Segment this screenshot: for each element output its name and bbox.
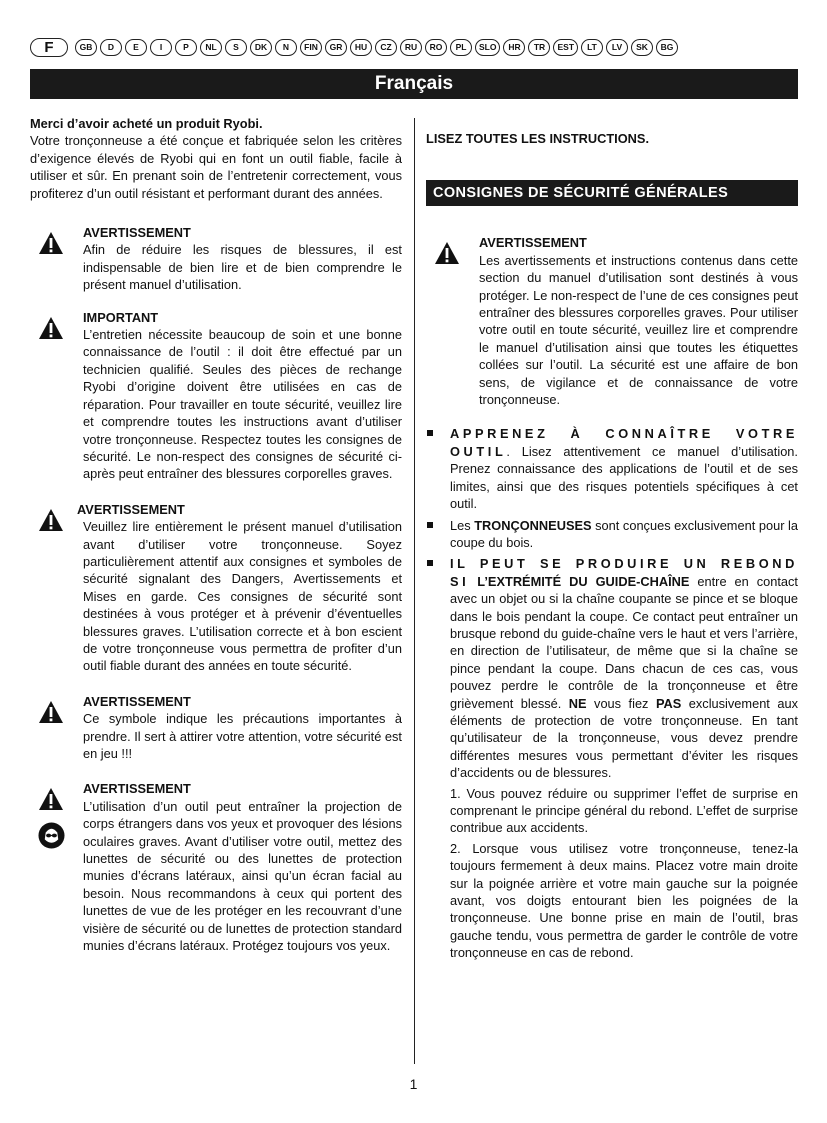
page-title: Français — [30, 69, 798, 99]
warning-block — [30, 224, 402, 294]
language-tabs — [30, 38, 798, 56]
bullet-emphasis-ne: NE — [568, 695, 587, 711]
warning-heading: AVERTISSEMENT — [83, 781, 191, 797]
left-column — [30, 115, 402, 954]
sub-point: 2. Lorsque vous utilisez votre tronçonneuse, tenez-la toujours fermement à deux mains. Placez votre main droite sur la poignée arrière et votre main gauche sur la poignée avant, vos doigts entourant bien les poignées de la tronçonneuse. Une bonne prise en main de l’outil, bras gauche tendu, vous permettra de garder le contrôle de votre tronçonneuse en cas de rebond. — [450, 840, 798, 961]
bullet-emphasis-pas: PAS — [655, 695, 682, 711]
bullet-heading: IL PEUT SE PRODUIRE UN REBOND SI — [450, 556, 798, 589]
warning-block — [30, 501, 402, 675]
language-tab[interactable]: I — [150, 39, 172, 56]
warning-triangle-icon — [38, 700, 64, 724]
language-tab[interactable]: D — [100, 39, 122, 56]
warning-heading: AVERTISSEMENT — [77, 501, 185, 517]
bullet-heading-cont: L’EXTRÉMITÉ DU GUIDE-CHAÎNE — [477, 573, 690, 589]
language-tab[interactable]: LT — [581, 39, 603, 56]
language-tab-active[interactable]: F — [30, 38, 68, 57]
language-tab[interactable]: GB — [75, 39, 97, 56]
warning-text: Les avertissements et instructions contenus dans cette section du manuel d’utilisation sont destinés à vous protéger. Le non-respect de l’une de ces consignes peut entraîner des blessures corporelles graves. Pour utiliser votre outil en toute sécurité, veuillez lire et comprendre le manuel d’utilisation ainsi que toutes les étiquettes collées sur l’outil. La sécurité est une affaire de bon sens, de vigilance et de connaissance de votre tronçonneuse. — [479, 252, 798, 408]
column-divider — [414, 118, 415, 1064]
warning-triangle-icon — [38, 787, 64, 811]
bullet-heading: APPRENEZ À CONNAÎTRE VOTRE OUTIL — [450, 426, 798, 459]
language-tab[interactable]: HU — [350, 39, 372, 56]
language-tab[interactable]: TR — [528, 39, 550, 56]
bullet-bold-term: TRONÇONNEUSES — [474, 517, 592, 533]
warning-text: Afin de réduire les risques de blessures, il est indispensable de bien lire et de bien comprendre le présent manuel d’utilisation. — [83, 242, 402, 293]
important-heading: IMPORTANT — [83, 309, 159, 325]
eye-protection-icon — [38, 822, 65, 849]
bullet-square — [427, 430, 433, 436]
language-tab[interactable]: BG — [656, 39, 678, 56]
important-block — [30, 309, 402, 483]
language-tab[interactable]: S — [225, 39, 247, 56]
bullet-text-cont: exclusivement aux éléments de protection de votre tronçonneuse. En tant qu’utilisateur de la tronçonneuse, vous devez prendre différentes mesures vous permettant d’éviter les risques d’accidents ou de blessures. — [450, 695, 798, 781]
warning-triangle-icon — [38, 508, 64, 532]
language-tab[interactable]: GR — [325, 39, 347, 56]
bullet-square — [427, 522, 433, 528]
sub-point: 1. Vous pouvez réduire ou supprimer l’effet de surprise en comprenant le principe général du rebond. L’effet de surprise contribue aux accidents. — [450, 785, 798, 836]
warning-heading: AVERTISSEMENT — [83, 225, 191, 241]
page-number: 1 — [409, 1076, 418, 1092]
language-tab[interactable]: CZ — [375, 39, 397, 56]
language-tab[interactable]: RU — [400, 39, 422, 56]
section-heading: CONSIGNES DE SÉCURITÉ GÉNÉRALES — [426, 180, 798, 206]
language-tab[interactable]: FIN — [300, 39, 322, 56]
language-tab[interactable]: EST — [553, 39, 578, 56]
language-tab[interactable]: E — [125, 39, 147, 56]
read-all-instructions: LISEZ TOUTES LES INSTRUCTIONS. — [426, 131, 650, 146]
intro-heading: Merci d’avoir acheté un produit Ryobi. — [30, 116, 263, 131]
warning-block — [30, 693, 402, 763]
bullet-text: Lisez attentivement ce manuel d’utilisation. Prenez connaissance des applications de l’outil et de ses limites, ainsi que des risques potentiels spécifiques à cet outil. — [450, 443, 798, 512]
language-tab[interactable]: SLO — [475, 39, 500, 56]
warning-text: L’utilisation d’un outil peut entraîner la projection de corps étrangers dans vos yeux et provoquer des lésions oculaires graves. Avant d’utiliser votre outil, mettez des lunettes de sécurité ou des lunettes de protection munies d’écrans latéraux, ainsi qu’un écran facial au besoin. Nous recommandons à ceux qui portent des lunettes de vue de les protéger en les recouvrant d’une visière de sécurité ou de lunettes de protection standard munies d’écrans latéraux. Protégez toujours vos yeux. — [83, 798, 402, 954]
language-tab[interactable]: P — [175, 39, 197, 56]
language-tab[interactable]: SK — [631, 39, 653, 56]
bullet-item: APPRENEZ À CONNAÎTRE VOTRE OUTIL. Lisez attentivement ce manuel d’utilisation. Prenez connaissance des applications de l’outil et de ses limites, ainsi que des risques potentiels spécifiques à cet outil. — [426, 425, 798, 512]
important-text: L’entretien nécessite beaucoup de soin et une bonne connaissance de l’outil : il doit être effectué par un technicien qualifié. Seules des pièces de rechange Ryobi d’origine doivent être utilisées en cas de réparation. Pour travailler en toute sécurité, veuillez lire et comprendre toutes les instructions avant d’utiliser votre tronçonneuse. Respectez toutes les consignes de sécurité. Le non-respect des consignes de sécurité ci-après peut entraîner des blessures corporelles graves. — [83, 327, 402, 482]
bullet-item — [426, 517, 798, 552]
eye-warning-block — [30, 780, 402, 954]
warning-text: Veuillez lire entièrement le présent manuel d’utilisation avant d’utiliser votre tronçonneuse. Soyez particulièrement attentif aux consignes et symboles de sécurité signalant des Dangers, Avertissements et Mises en garde. Ces consignes de sécurité sont destinées à vous protéger et à prévenir d’éventuelles blessures graves. L’utilisation correcte et à bon escient de votre tronçonneuse vous permettra de profiter d’un outil fiable durant des années en toute sécurité. — [83, 519, 402, 674]
language-tab[interactable]: N — [275, 39, 297, 56]
warning-block — [426, 234, 798, 408]
bullet-text-mid: vous fiez — [594, 695, 649, 711]
language-tab[interactable]: DK — [250, 39, 272, 56]
language-tab[interactable]: PL — [450, 39, 472, 56]
bullet-text: entre en contact avec un objet ou si la chaîne coupante se pince et se bloque dans le bois pendant la coupe. Ce contact peut entraîner un brusque rebond du guide-chaîne vers le haut et vers l’arrière, en direction de l’utilisateur, de même que si la chaîne se pince pendant la coupe. Dans chacun de ces cas, vous pouvez perdre le contrôle de la tronçonneuse et être grièvement blessé. — [450, 573, 798, 711]
warning-text: Ce symbole indique les précautions importantes à prendre. Il sert à attirer votre attention, votre sécurité est en jeu !!! — [83, 711, 402, 761]
warning-heading: AVERTISSEMENT — [83, 693, 191, 709]
language-tab[interactable]: LV — [606, 39, 628, 56]
bullet-square — [427, 560, 433, 566]
intro-text: Votre tronçonneuse a été conçue et fabriquée selon les critères d’exigence élevés de Ryobi qui en font un outil fiable, facile à utiliser et sûr. En prenant soin de l’entretenir correctement, vous profiterez d’un outil résistant et performant durant des années. — [30, 133, 402, 201]
bullet-text: sont conçues exclusivement pour la coupe du bois. — [450, 517, 798, 550]
language-tab[interactable]: NL — [200, 39, 222, 56]
warning-heading: AVERTISSEMENT — [479, 235, 587, 251]
bullet-prefix: Les — [450, 517, 471, 533]
bullet-item — [426, 555, 798, 781]
language-tab[interactable]: RO — [425, 39, 447, 56]
right-column — [426, 130, 798, 962]
warning-triangle-icon — [38, 316, 64, 340]
warning-triangle-icon — [38, 231, 64, 255]
language-tab[interactable]: HR — [503, 39, 525, 56]
warning-triangle-icon — [434, 241, 460, 265]
